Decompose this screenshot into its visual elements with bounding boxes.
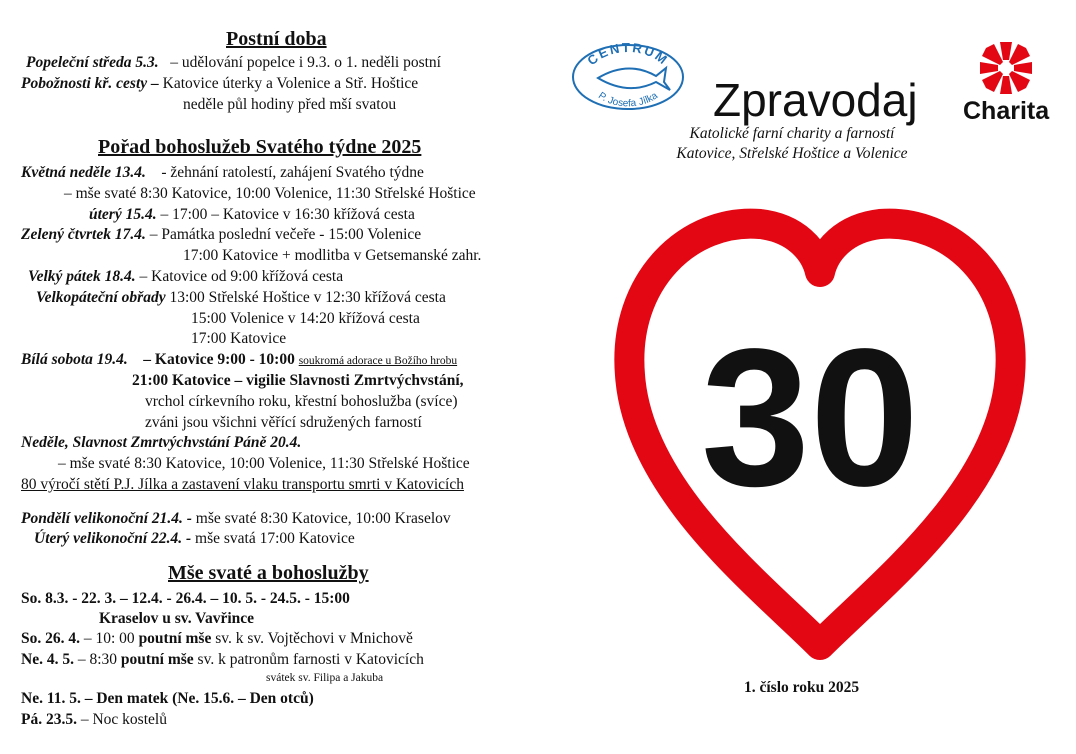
mse-line4-poutni: poutní mše — [120, 651, 194, 668]
vyroci-line: 80 výročí stětí P.J. Jílka a zastavení vlaku transportu smrti v Katovicích — [21, 476, 464, 493]
mse-line3-time: – 10: 00 — [83, 630, 135, 647]
mse-line3-poutni: poutní mše — [138, 630, 212, 647]
porad-heading: Pořad bohoslužeb Svatého týdne 2025 — [98, 136, 422, 158]
heart-icon — [610, 200, 1030, 670]
obrady-label: Velkopáteční obřady — [36, 289, 166, 306]
postni-line2 — [21, 74, 418, 93]
mse-line4-time: – 8:30 — [77, 651, 118, 668]
patek-label: Velký pátek 18.4. — [28, 268, 136, 285]
postni-line3: neděle půl hodiny před mší svatou — [183, 96, 397, 113]
mse-line7 — [21, 710, 167, 729]
uteryvel-label: Úterý velikonoční 22.4. - — [34, 530, 192, 547]
mse-line7-date: Pá. 23.5. — [21, 711, 77, 728]
page-title: Zpravodaj — [713, 74, 918, 126]
pondeli-line — [21, 509, 451, 528]
postni-line1 — [26, 53, 441, 72]
nedele-label: Neděle, Slavnost Zmrtvýchvstání Páně 20.4. — [21, 434, 302, 451]
mse-line3-date: So. 26. 4. — [21, 630, 80, 647]
mse-line4-date: Ne. 4. 5. — [21, 651, 74, 668]
obrady-line — [36, 288, 446, 307]
mse-line6: Ne. 11. 5. – Den matek (Ne. 15.6. – Den otců) — [21, 690, 314, 707]
kvetna-mse: – mše svaté 8:30 Katovice, 10:00 Volenice, 11:30 Střelské Hoštice — [64, 185, 476, 202]
centrum-logo — [570, 42, 686, 112]
subtitle-line1: Katolické farní charity a farností — [689, 125, 895, 142]
sobota-small: soukromá adorace u Božího hrobu — [298, 355, 458, 367]
page-subtitle — [640, 124, 944, 164]
patek-line — [28, 267, 343, 286]
pondeli-text: mše svaté 8:30 Katovice, 10:00 Kraselov — [195, 510, 451, 527]
charita-cross-icon — [978, 40, 1034, 96]
sobota-line — [21, 350, 457, 371]
mse-line2: Kraselov u sv. Vavřince — [99, 610, 255, 627]
postni-heading: Postní doba — [226, 28, 327, 50]
utery-line — [89, 205, 415, 224]
subtitle-line2: Katovice, Střelské Hoštice a Volenice — [676, 145, 908, 162]
mse-line4 — [21, 650, 424, 669]
ctvrtek-label: Zelený čtvrtek 17.4. — [21, 226, 146, 243]
svg-text:CENTRUM — [584, 42, 671, 68]
mse-line5: svátek sv. Filipa a Jakuba — [266, 672, 384, 684]
kvetna-label: Květná neděle 13.4. — [21, 164, 146, 181]
mse-line3 — [21, 629, 413, 648]
vigilie-text1: vrchol církevního roku, křestní bohoslužba (svíce) — [145, 393, 458, 410]
charita-wordmark: Charita — [963, 97, 1050, 125]
postni-line2-text: Katovice úterky a Volenice a Stř. Hoštice — [162, 75, 419, 92]
centrum-top-text: CENTRUM — [584, 42, 672, 69]
obrady-text3: 17:00 Katovice — [191, 330, 287, 347]
issue-number: 1. číslo roku 2025 — [744, 679, 860, 696]
mse-line1: So. 8.3. - 22. 3. – 12.4. - 26.4. – 10. 5. - 24.5. - 15:00 — [21, 590, 350, 607]
obrady-text1: 13:00 Střelské Hoštice v 12:30 křížová cesta — [169, 289, 446, 306]
kvetna-text: - žehnání ratolestí, zahájení Svatého týdne — [161, 164, 424, 181]
vigilie-bold: 21:00 Katovice – vigilie Slavnosti Zmrtvýchvstání, — [132, 372, 464, 389]
mse-heading: Mše svaté a bohoslužby — [168, 562, 369, 584]
vigilie-text2: zváni jsou všichni věřící sdružených farností — [145, 414, 422, 431]
sobota-label: Bílá sobota 19.4. — [21, 351, 128, 368]
ctvrtek-text2: 17:00 Katovice + modlitba v Getsemanské zahr. — [183, 247, 482, 264]
mse-line3-place: sv. k sv. Vojtěchovi v Mnichově — [215, 630, 413, 647]
pondeli-label: Pondělí velikonoční 21.4. - — [21, 510, 192, 527]
uteryvel-line — [34, 529, 355, 548]
postni-line1-label: Popeleční středa 5.3. — [26, 54, 159, 71]
utery-label: úterý 15.4. — [89, 206, 157, 223]
postni-line2-label: Pobožnosti kř. cesty – — [21, 75, 159, 92]
patek-text: – Katovice od 9:00 křížová cesta — [139, 268, 344, 285]
kvetna-line — [21, 163, 424, 182]
heart-number: 30 — [700, 308, 920, 527]
ctvrtek-text: – Památka poslední večeře - 15:00 Volenice — [149, 226, 422, 243]
centrum-bottom-text: P. Josefa Jílka — [596, 90, 660, 110]
obrady-text2: 15:00 Volenice v 14:20 křížová cesta — [191, 310, 420, 327]
fish-icon — [598, 68, 670, 90]
uteryvel-text: mše svatá 17:00 Katovice — [195, 530, 355, 547]
mse-line4-place: sv. k patronům farnosti v Katovicích — [197, 651, 424, 668]
nedele-mse: – mše svaté 8:30 Katovice, 10:00 Volenice, 11:30 Střelské Hoštice — [58, 455, 470, 472]
ctvrtek-line — [21, 225, 421, 244]
utery-text: – 17:00 – Katovice v 16:30 křížová cesta — [160, 206, 415, 223]
postni-line1-text: – udělování popelce i 9.3. o 1. neděli postní — [170, 54, 441, 71]
mse-line7-text: – Noc kostelů — [80, 711, 167, 728]
sobota-bold: – Katovice 9:00 - 10:00 — [143, 351, 295, 368]
